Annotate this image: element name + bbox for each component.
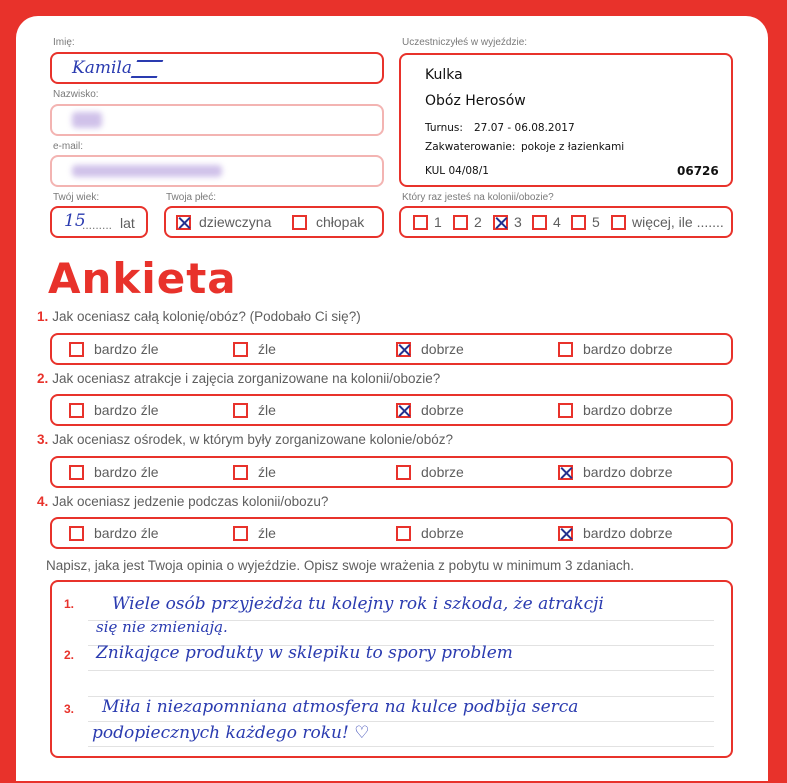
times-checkbox-4[interactable] <box>532 215 547 230</box>
q3-checkbox-dobrze[interactable] <box>396 465 411 480</box>
q1-checkbox-zle[interactable] <box>233 342 248 357</box>
q4-option-bardzo-dobrze: bardzo dobrze <box>583 525 673 541</box>
q2-option-dobrze: dobrze <box>421 402 464 418</box>
q1-checkbox-dobrze[interactable] <box>396 342 411 357</box>
question-text: Jak oceniasz jedzenie podczas kolonii/obozu? <box>52 494 329 509</box>
age-label: Twój wiek: <box>53 192 100 203</box>
age-unit: lat <box>120 215 135 231</box>
q1-checkbox-bardzo-dobrze[interactable] <box>558 342 573 357</box>
question-text: Jak oceniasz całą kolonię/obóz? (Podobało Ci się?) <box>52 309 361 324</box>
q4-checkbox-dobrze[interactable] <box>396 526 411 541</box>
turnus-label: Turnus: <box>425 122 463 134</box>
question-number: 4. <box>37 494 49 509</box>
gender-option-dziewczyna: dziewczyna <box>199 214 272 230</box>
camp-number: 06726 <box>677 164 719 178</box>
last-name-field[interactable] <box>50 104 384 136</box>
q3-checkbox-bardzo-zle[interactable] <box>69 465 84 480</box>
first-name-value: Kamila <box>72 58 132 78</box>
opinion-number-3: 3. <box>64 702 75 716</box>
gender-checkbox-chlopak[interactable] <box>292 215 307 230</box>
q2-checkbox-bardzo-dobrze[interactable] <box>558 403 573 418</box>
question-1 <box>37 309 361 324</box>
q4-checkbox-bardzo-zle[interactable] <box>69 526 84 541</box>
q2-checkbox-bardzo-zle[interactable] <box>69 403 84 418</box>
answer-row-2 <box>50 394 733 426</box>
question-text: Jak oceniasz ośrodek, w którym były zorganizowane kolonie/obóz? <box>52 432 453 447</box>
times-checkbox-more[interactable] <box>611 215 626 230</box>
question-4 <box>37 494 328 509</box>
first-name-label: Imię: <box>53 37 75 48</box>
q4-option-dobrze: dobrze <box>421 525 464 541</box>
turnus-value: 27.07 - 06.08.2017 <box>474 122 575 134</box>
times-option-2: 2 <box>474 214 482 230</box>
times-label: Który raz jesteś na kolonii/obozie? <box>402 192 554 203</box>
email-field[interactable] <box>50 155 384 187</box>
participant-label: Uczestniczyłeś w wyjeździe: <box>402 37 528 48</box>
answer-row-1 <box>50 333 733 365</box>
times-checkbox-5[interactable] <box>571 215 586 230</box>
q3-option-zle: źle <box>258 464 276 480</box>
opinion-line-4: Miła i niezapomniana atmosfera na kulce podbija serca <box>102 697 579 717</box>
q3-option-bardzo-zle: bardzo źle <box>94 464 159 480</box>
times-checkbox-2[interactable] <box>453 215 468 230</box>
q1-checkbox-bardzo-zle[interactable] <box>69 342 84 357</box>
opinion-prompt: Napisz, jaka jest Twoja opinia o wyjeździe. Opisz swoje wrażenia z pobytu w minimum 3 zdaniach. <box>46 558 635 573</box>
q4-option-zle: źle <box>258 525 276 541</box>
q2-option-zle: źle <box>258 402 276 418</box>
age-dots: ......... <box>82 218 113 232</box>
answer-row-4 <box>50 517 733 549</box>
times-option-1: 1 <box>434 214 442 230</box>
q1-option-bardzo-dobrze: bardzo dobrze <box>583 341 673 357</box>
redacted-email <box>72 165 222 177</box>
age-value: 15 <box>64 211 86 231</box>
q2-option-bardzo-zle: bardzo źle <box>94 402 159 418</box>
gender-label: Twoja płeć: <box>166 192 217 203</box>
q3-option-bardzo-dobrze: bardzo dobrze <box>583 464 673 480</box>
survey-title: Ankieta <box>48 254 237 303</box>
opinion-line-1: Wiele osób przyjeżdża tu kolejny rok i szkoda, że atrakcji <box>112 594 604 614</box>
q2-checkbox-dobrze[interactable] <box>396 403 411 418</box>
opinion-number-1: 1. <box>64 597 75 611</box>
q3-option-dobrze: dobrze <box>421 464 464 480</box>
camp-program: Obóz Herosów <box>425 93 526 109</box>
q3-checkbox-bardzo-dobrze[interactable] <box>558 465 573 480</box>
times-option-3: 3 <box>514 214 522 230</box>
q4-checkbox-bardzo-dobrze[interactable] <box>558 526 573 541</box>
lodging-label: Zakwaterowanie: <box>425 141 516 153</box>
strikethrough-scribble <box>131 60 164 78</box>
camp-info-box <box>399 53 733 187</box>
question-number: 1. <box>37 309 49 324</box>
camp-code: KUL 04/08/1 <box>425 165 489 177</box>
camp-name: Kulka <box>425 67 463 83</box>
q2-checkbox-zle[interactable] <box>233 403 248 418</box>
gender-checkbox-dziewczyna[interactable] <box>176 215 191 230</box>
opinion-line-2: się nie zmieniają. <box>96 618 228 636</box>
times-field <box>399 206 733 238</box>
redacted-surname <box>72 112 102 128</box>
times-checkbox-3[interactable] <box>493 215 508 230</box>
question-number: 2. <box>37 371 49 386</box>
q3-checkbox-zle[interactable] <box>233 465 248 480</box>
times-option-5: 5 <box>592 214 600 230</box>
ruled-line <box>88 721 714 722</box>
times-checkbox-1[interactable] <box>413 215 428 230</box>
opinion-line-5: podopiecznych każdego roku! ♡ <box>92 723 370 743</box>
q1-option-bardzo-zle: bardzo źle <box>94 341 159 357</box>
times-option-4: 4 <box>553 214 561 230</box>
ruled-line <box>88 746 714 747</box>
email-label: e-mail: <box>53 141 84 152</box>
q1-option-zle: źle <box>258 341 276 357</box>
gender-option-chlopak: chłopak <box>316 214 365 230</box>
answer-row-3 <box>50 456 733 488</box>
question-2 <box>37 371 440 386</box>
q4-checkbox-zle[interactable] <box>233 526 248 541</box>
times-option-more: więcej, ile ....... <box>632 214 724 230</box>
last-name-label: Nazwisko: <box>53 89 99 100</box>
lodging-value: pokoje z łazienkami <box>521 141 625 153</box>
age-field[interactable] <box>50 206 148 238</box>
q4-option-bardzo-zle: bardzo źle <box>94 525 159 541</box>
question-number: 3. <box>37 432 49 447</box>
q1-option-dobrze: dobrze <box>421 341 464 357</box>
q2-option-bardzo-dobrze: bardzo dobrze <box>583 402 673 418</box>
opinion-number-2: 2. <box>64 648 75 662</box>
question-text: Jak oceniasz atrakcje i zajęcia zorganizowane na kolonii/obozie? <box>52 371 441 386</box>
ruled-line <box>88 670 714 671</box>
gender-field <box>164 206 384 238</box>
question-3 <box>37 432 453 447</box>
opinion-line-3: Znikające produkty w sklepiku to spory problem <box>96 643 513 663</box>
first-name-field[interactable] <box>50 52 384 84</box>
